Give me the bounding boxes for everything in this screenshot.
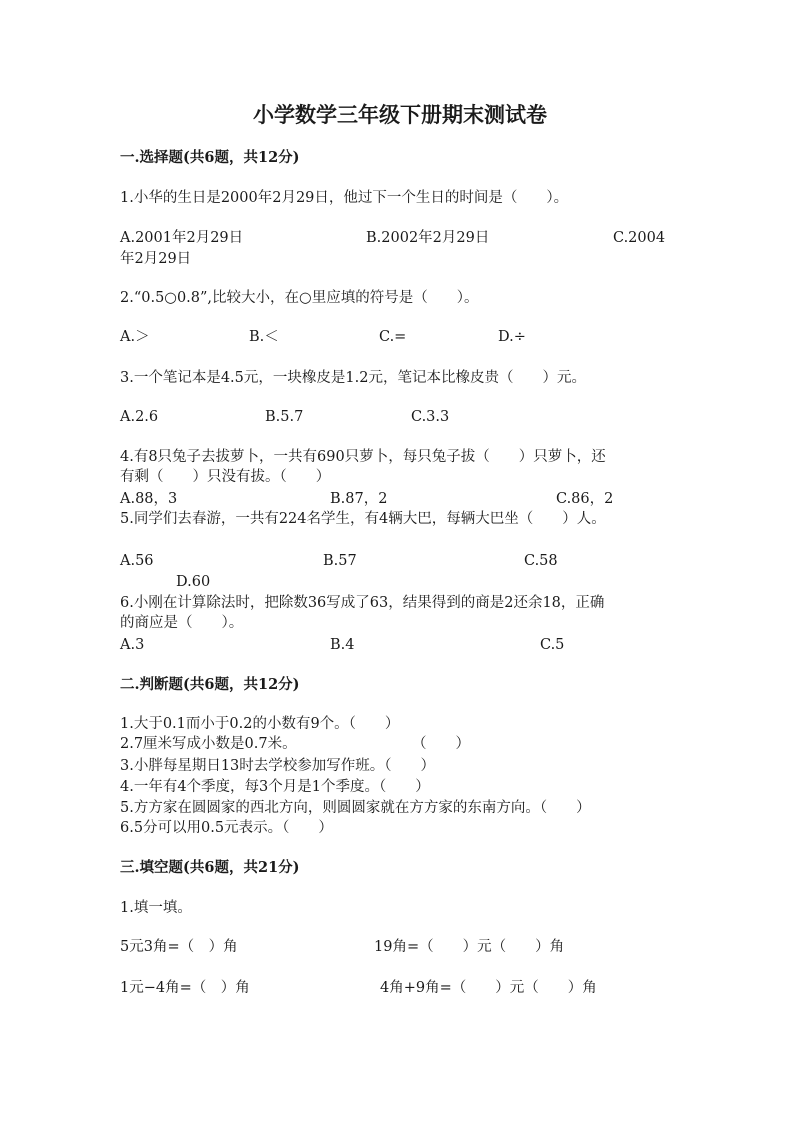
- option-c: C.86，2: [556, 491, 614, 507]
- option-c: C.58: [524, 553, 558, 569]
- question-text: 5.同学们去春游，一共有224名学生，有4辆大巴，每辆大巴坐（ ）人。: [120, 511, 606, 527]
- judgment-item: 3.小胖每星期日13时去学校参加写作班。（ ）: [120, 758, 436, 774]
- section-heading: 二.判断题(共6题，共12分): [120, 676, 300, 693]
- option-c: C.3.3: [411, 409, 450, 425]
- page-title: 小学数学三年级下册期末测试卷: [253, 102, 547, 127]
- judgment-item: 2.7厘米写成小数是0.7米。: [120, 736, 297, 752]
- question-text: 6.小刚在计算除法时，把除数36写成了63，结果得到的商是2还余18，正确: [120, 595, 605, 611]
- option-a: A.2.6: [120, 409, 159, 425]
- section-heading: 三.填空题(共6题，共21分): [120, 859, 300, 876]
- judgment-item: 6.5分可以用0.5元表示。（ ）: [120, 820, 333, 836]
- option-b: B.＜: [249, 329, 279, 345]
- option-a: A.2001年2月29日: [120, 230, 244, 246]
- fill-blank: 5元3角=（ ）角: [120, 939, 238, 955]
- option-c: C.2004: [613, 230, 666, 246]
- fill-blank: 4角+9角=（ ）元（ ）角: [380, 980, 597, 996]
- question-text: 1.填一填。: [120, 900, 192, 916]
- answer-parentheses: （ ）: [412, 736, 470, 752]
- judgment-item: 5.方方家在圆圆家的西北方向，则圆圆家就在方方家的东南方向。（ ）: [120, 800, 591, 816]
- section-heading: 一.选择题(共6题，共12分): [120, 149, 300, 166]
- option-b: B.4: [330, 637, 355, 653]
- option-d: D.÷: [498, 329, 526, 345]
- option-b: B.5.7: [265, 409, 304, 425]
- option-a: A.88，3: [120, 491, 178, 507]
- question-text: 4.有8只兔子去拔萝卜，一共有690只萝卜，每只兔子拔（ ）只萝卜，还: [120, 449, 606, 465]
- fill-blank: 1元−4角=（ ）角: [120, 980, 250, 996]
- fill-blank: 19角=（ ）元（ ）角: [374, 939, 565, 955]
- question-text: 3.一个笔记本是4.5元，一块橡皮是1.2元，笔记本比橡皮贵（ ）元。: [120, 370, 586, 386]
- option-a: A.56: [120, 553, 154, 569]
- question-text: 1.小华的生日是2000年2月29日，他过下一个生日的时间是（ ）。: [120, 190, 569, 206]
- question-text: 2.“0.5○0.8”,比较大小，在○里应填的符号是（ ）。: [120, 290, 479, 306]
- option-b: B.57: [323, 553, 357, 569]
- option-b: B.2002年2月29日: [366, 230, 490, 246]
- question-text-continued: 的商应是（ ）。: [120, 615, 244, 631]
- option-a: A.3: [120, 637, 145, 653]
- option-c: C.5: [540, 637, 565, 653]
- option-b: B.87，2: [330, 491, 388, 507]
- question-text-continued: 有剩（ ）只没有拔。（ ）: [120, 469, 331, 485]
- option-d: D.60: [176, 574, 211, 590]
- option-a: A.＞: [120, 329, 150, 345]
- judgment-item: 1.大于0.1而小于0.2的小数有9个。（ ）: [120, 716, 400, 732]
- option-c: C.=: [379, 329, 407, 345]
- judgment-item: 4.一年有4个季度，每3个月是1个季度。（ ）: [120, 779, 430, 795]
- option-c-continued: 年2月29日: [120, 251, 192, 267]
